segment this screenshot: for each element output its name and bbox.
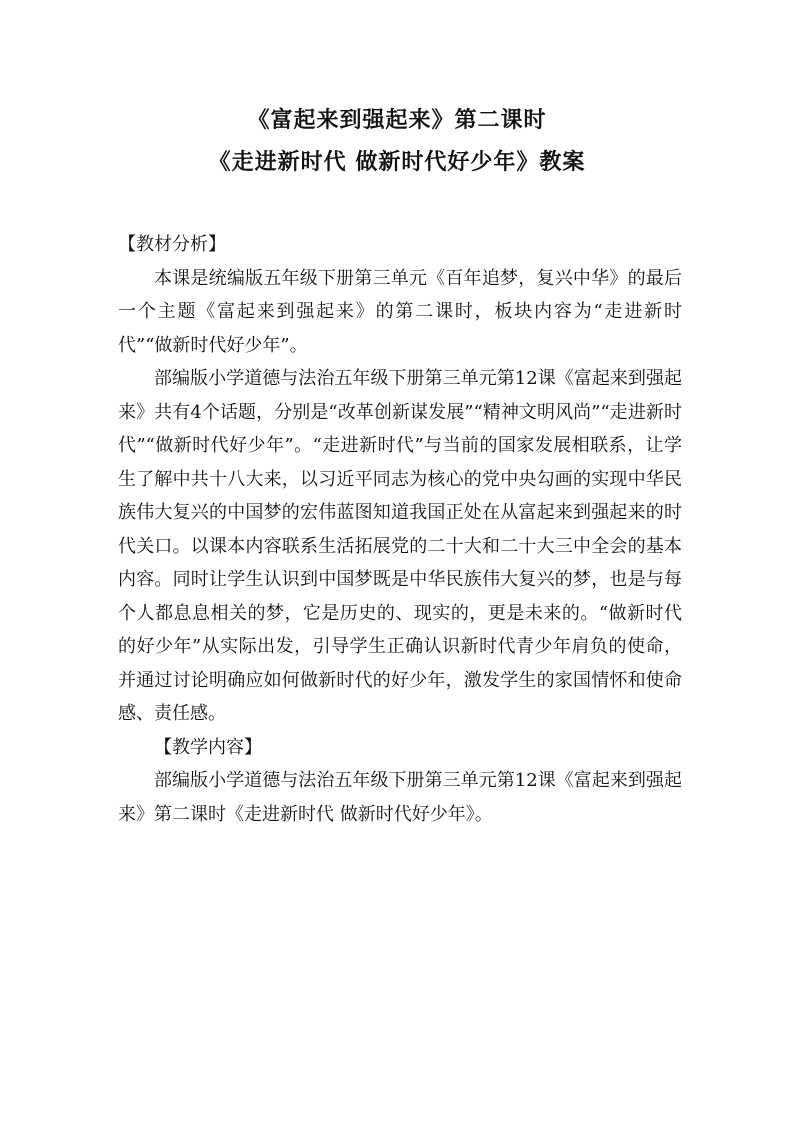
paragraph-teaching-content: 部编版小学道德与法治五年级下册第三单元第12课《富起来到强起来》第二课时《走进新时代 做新时代好少年》。 xyxy=(118,770,682,825)
document-title-line-1: 《富起来到强起来》第二课时 xyxy=(247,108,547,133)
section-heading-teaching-content: 【教学内容】 xyxy=(154,736,262,758)
section-heading-material-analysis: 【教材分析】 xyxy=(118,234,226,255)
document-title-line-2: 《走进新时代 做新时代好少年》教案 xyxy=(208,150,586,175)
paragraph-lesson-overview: 本课是统编版五年级下册第三单元《百年追梦，复兴中华》的最后一个主题《富起来到强起来》的第二课时，板块内容为“走进新时代”“做新时代好少年”。 xyxy=(118,267,682,356)
paragraph-topic-analysis: 部编版小学道德与法治五年级下册第三单元第12课《富起来到强起来》共有4个话题，分别是“改革创新谋发展”“精神文明风尚”“走进新时代”“做新时代好少年”。“走进新时代”与当前的国家发展相联系，让学生了解中共十八大来，以习近平同志为核心的党中央勾画的实现中华民族伟大复兴的中国梦的宏伟蓝图知道我国正处在从富起来到强起来的时代关口。以课本内容联系生活拓展党的二十大和二十大三中全会的基本内容。同时让学生认识到中国梦既是中华民族伟大复兴的梦，也是与每个人都息息相关的梦，它是历史的、现实的，更是未来的。“做新时代的好少年”从实际出发，引导学生正确认识新时代青少年肩负的使命，并通过讨论明确应如何做新时代的好少年，激发学生的家国情怀和使命感、责任感。 xyxy=(118,368,682,724)
document-body xyxy=(118,228,682,831)
